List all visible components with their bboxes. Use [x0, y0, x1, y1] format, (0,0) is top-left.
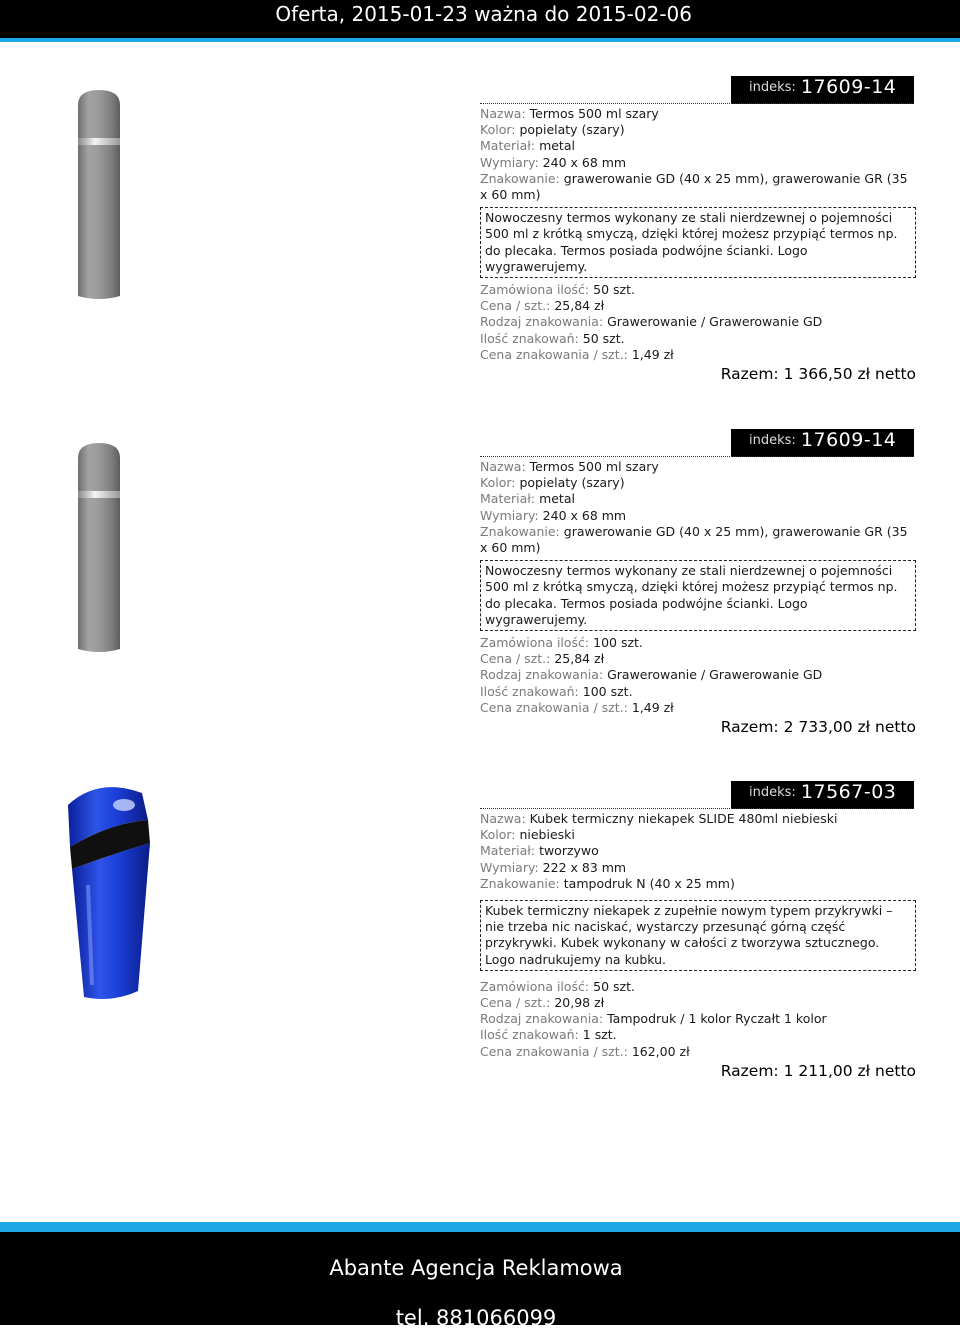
marking-count-row: Ilość znakowań: 50 szt. — [480, 330, 625, 346]
price-value: 20,98 zł — [554, 995, 605, 1011]
name-row: Nazwa: Termos 500 ml szary — [480, 459, 659, 474]
price-value: 25,84 zł — [554, 651, 605, 667]
dimensions-row: Wymiary: 240 x 68 mm — [480, 507, 627, 523]
total-amount: Razem: 1 211,00 zł netto — [720, 1061, 916, 1080]
company-name: Abante Agencja Reklamowa — [329, 1256, 623, 1280]
name-row: Nazwa: Termos 500 ml szary — [480, 106, 659, 121]
marking-price-row: Cena znakowania / szt.: 162,00 zł — [480, 1043, 690, 1059]
name-value: Kubek termiczny niekapek SLIDE 480ml niebieski — [529, 811, 838, 826]
marking-type-row: Rodzaj znakowania: Grawerowanie / Grawerowanie GD — [480, 314, 823, 330]
marking-type-value: Tampodruk / 1 kolor Ryczałt 1 kolor — [607, 1011, 827, 1027]
product-description: Kubek termiczny niekapek z zupełnie nowym typem przykrywki – nie trzeba nic naciskać, wystarczy przesunąć górną część przykrywki. Kubek wykonany w całości z tworzywa sztucznego. Logo nadrukujemy na kubku. — [480, 900, 916, 971]
material-row: Materiał: metal — [480, 491, 575, 507]
material-row: Materiał: metal — [480, 138, 575, 154]
product-description: Nowoczesny termos wykonany ze stali nierdzewnej o pojemności 500 ml z krótką smyczą, dzięki której możesz przypiąć termos np. do plecaka. Termos posiada podwójne ścianki. Logo wygrawerujemy. — [480, 560, 916, 631]
index-label: indeks: — [749, 785, 796, 800]
marking-count-value: 50 szt. — [582, 330, 625, 346]
ordered-qty-row: Zamówiona ilość: 50 szt. — [480, 978, 635, 994]
footer-bar — [0, 1222, 960, 1330]
divider — [480, 808, 914, 809]
index-badge — [731, 781, 914, 809]
material-row: Materiał: tworzywo — [480, 843, 599, 859]
price-row: Cena / szt.: 25,84 zł — [480, 298, 605, 314]
divider — [480, 456, 914, 457]
color-value: popielaty (szary) — [519, 122, 625, 138]
marking-count-row: Ilość znakowań: 1 szt. — [480, 1027, 617, 1043]
index-value: 17609-14 — [800, 76, 897, 98]
marking-count-value: 100 szt. — [582, 683, 633, 699]
product-info — [480, 459, 916, 735]
marking-value: grawerowanie GD (40 x 25 mm), grawerowanie GR (35 x 60 mm) — [480, 523, 908, 556]
marking-type-value: Grawerowanie / Grawerowanie GD — [607, 314, 823, 330]
marking-row: Znakowanie: tampodruk N (40 x 25 mm) — [480, 875, 735, 891]
marking-type-row: Rodzaj znakowania: Tampodruk / 1 kolor Ryczałt 1 kolor — [480, 1011, 827, 1027]
material-value: metal — [539, 138, 575, 154]
color-value: popielaty (szary) — [519, 475, 625, 491]
total-amount: Razem: 1 366,50 zł netto — [720, 365, 916, 384]
price-row: Cena / szt.: 25,84 zł — [480, 651, 605, 667]
dimensions-row: Wymiary: 240 x 68 mm — [480, 154, 627, 170]
product-info — [480, 811, 916, 1079]
marking-type-row: Rodzaj znakowania: Grawerowanie / Grawerowanie GD — [480, 667, 823, 683]
color-value: niebieski — [519, 827, 575, 843]
dimensions-value: 240 x 68 mm — [542, 507, 627, 523]
divider — [480, 103, 914, 104]
index-label: indeks: — [749, 80, 796, 95]
material-value: tworzywo — [539, 843, 599, 859]
ordered-qty-value: 100 szt. — [593, 635, 643, 651]
thermos-grey-image — [40, 60, 160, 320]
blue-thermal-mug-image — [40, 765, 160, 1025]
marking-value: grawerowanie GD (40 x 25 mm), grawerowanie GR (35 x 60 mm) — [480, 170, 908, 203]
marking-value: tampodruk N (40 x 25 mm) — [563, 875, 735, 891]
marking-price-value: 1,49 zł — [631, 699, 674, 715]
color-row: Kolor: popielaty (szary) — [480, 475, 625, 491]
index-label: indeks: — [749, 433, 796, 448]
name-value: Termos 500 ml szary — [529, 106, 659, 121]
price-row: Cena / szt.: 20,98 zł — [480, 995, 605, 1011]
offer-title: Oferta, 2015-01-23 ważna do 2015-02-06 — [275, 2, 692, 26]
marking-count-value: 1 szt. — [582, 1027, 617, 1043]
material-value: metal — [539, 491, 575, 507]
thermos-grey-image — [40, 413, 160, 673]
dimensions-value: 222 x 83 mm — [542, 859, 627, 875]
marking-type-value: Grawerowanie / Grawerowanie GD — [607, 667, 823, 683]
marking-row: Znakowanie: grawerowanie GD (40 x 25 mm), grawerowanie GR (35 x 60 mm) — [480, 523, 908, 556]
price-value: 25,84 zł — [554, 298, 605, 314]
name-row: Nazwa: Kubek termiczny niekapek SLIDE 480ml niebieski — [480, 811, 838, 826]
product-description: Nowoczesny termos wykonany ze stali nierdzewnej o pojemności 500 ml z krótką smyczą, dzięki której możesz przypiąć termos np. do plecaka. Termos posiada podwójne ścianki. Logo wygrawerujemy. — [480, 207, 916, 278]
color-row: Kolor: niebieski — [480, 827, 575, 843]
marking-price-row: Cena znakowania / szt.: 1,49 zł — [480, 699, 674, 715]
marking-price-value: 1,49 zł — [631, 346, 674, 362]
dimensions-value: 240 x 68 mm — [542, 154, 627, 170]
color-row: Kolor: popielaty (szary) — [480, 122, 625, 138]
total-amount: Razem: 2 733,00 zł netto — [720, 718, 916, 737]
index-value: 17609-14 — [800, 429, 897, 451]
ordered-qty-value: 50 szt. — [593, 978, 635, 994]
header-bar — [0, 0, 960, 42]
ordered-qty-row: Zamówiona ilość: 50 szt. — [480, 282, 635, 298]
ordered-qty-row: Zamówiona ilość: 100 szt. — [480, 635, 643, 651]
marking-row: Znakowanie: grawerowanie GD (40 x 25 mm), grawerowanie GR (35 x 60 mm) — [480, 170, 908, 203]
dimensions-row: Wymiary: 222 x 83 mm — [480, 859, 627, 875]
index-badge — [731, 429, 914, 457]
index-value: 17567-03 — [800, 781, 897, 803]
marking-price-row: Cena znakowania / szt.: 1,49 zł — [480, 346, 674, 362]
company-phone: tel. 881066099 — [395, 1306, 557, 1330]
marking-count-row: Ilość znakowań: 100 szt. — [480, 683, 633, 699]
ordered-qty-value: 50 szt. — [593, 282, 635, 298]
name-value: Termos 500 ml szary — [529, 459, 659, 474]
marking-price-value: 162,00 zł — [631, 1043, 690, 1059]
product-info — [480, 106, 916, 382]
index-badge — [731, 76, 914, 104]
